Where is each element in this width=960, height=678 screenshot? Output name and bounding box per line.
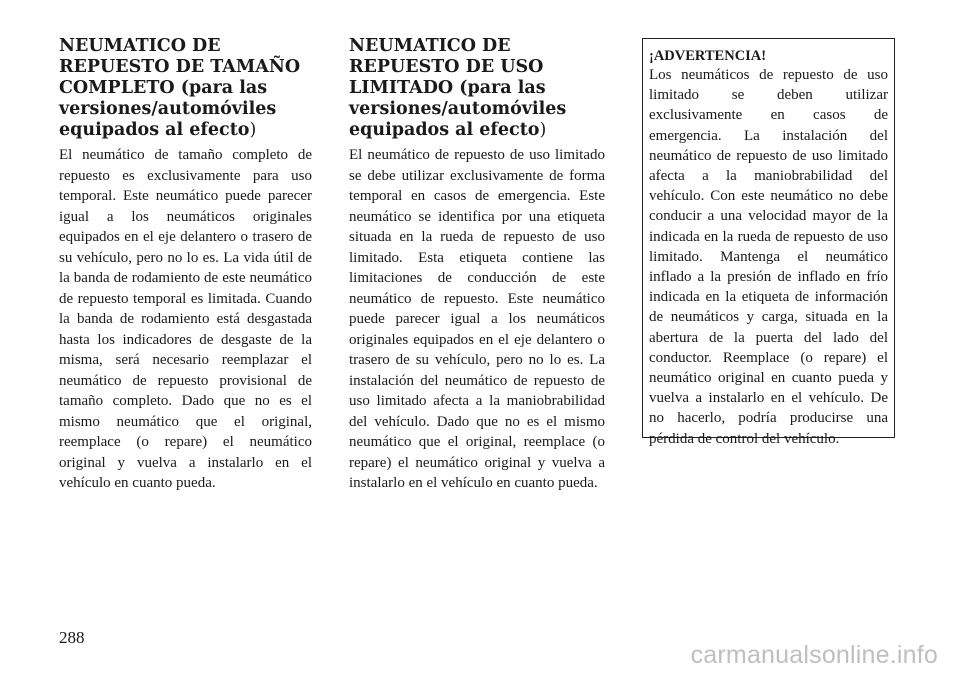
section-heading (59, 36, 312, 141)
page-number: 288 (59, 628, 85, 647)
section-body: El neumático de repuesto de uso limitado se debe utilizar exclusivamente de forma temporal en casos de emergencia. Este neumático se identifica por una etiqueta situada en la rueda de repuesto de uso limitado. Esta etiqueta contiene las limitaciones de conducción de este neumático de repuesto. Este neumático puede parecer igual a los neumáticos originales equipados en el eje delantero o trasero de su vehículo, pero no lo es. La instalación del neumático de repuesto de uso limitado afecta a la maniobrabilidad del vehículo. Dado que no es el mismo neumático que el original, reemplace (o repare) el neumático original y vuelva a instalarlo en el vehículo en cuanto pueda. (349, 147, 605, 491)
watermark: carmanualsonline.info (690, 641, 938, 669)
heading-close-paren: ) (539, 120, 547, 140)
warning-body: Los neumáticos de repuesto de uso limitado se deben utilizar exclusivamente en casos de emergencia. La instalación del neumático de repuesto de uso limitado afecta a la maniobrabilidad del vehículo. Con este neumático no debe conducir a una velocidad mayor de la indicada en la rueda de repuesto de uso limitado. Mantenga el neumático inflado a la presión de inflado en frío indicada en la etiqueta de información de neumáticos y carga, situada en la abertura de la puerta del lado del conductor. Reemplace (o repare) el neumático original en cuanto pueda y vuelva a instalarlo en el vehículo. De no hacerlo, podría producirse una pérdida de control del vehículo. (649, 67, 888, 447)
section-heading (349, 36, 605, 141)
warning-box (642, 38, 895, 447)
heading-close-paren: ) (249, 120, 257, 140)
heading-text: NEUMATICO DE REPUESTO DE TAMAÑO COMPLETO (para las versiones/automóviles equipados al efecto (59, 36, 301, 140)
heading-text: NEUMATICO DE REPUESTO DE USO LIMITADO (para las versiones/automóviles equipados al efecto (349, 36, 567, 140)
section-full-size-spare (59, 36, 312, 494)
warning-title: ¡ADVERTENCIA! (649, 48, 767, 64)
section-limited-use-spare (349, 36, 605, 494)
section-body: El neumático de tamaño completo de repuesto es exclusivamente para uso temporal. Este neumático puede parecer igual a los neumáticos originales equipados en el eje delantero o trasero de su vehículo, pero no lo es. La vida útil de la banda de rodamiento de este neumático de repuesto temporal es limitada. Cuando la banda de rodamiento está desgastada hasta los indicadores de desgaste de la misma, será necesario reemplazar el neumático de repuesto provisional de tamaño completo. Dado que no es el mismo neumático que el original, reemplace (o repare) el neumático original y vuelva a instalarlo en el vehículo en cuanto pueda. (59, 147, 312, 491)
